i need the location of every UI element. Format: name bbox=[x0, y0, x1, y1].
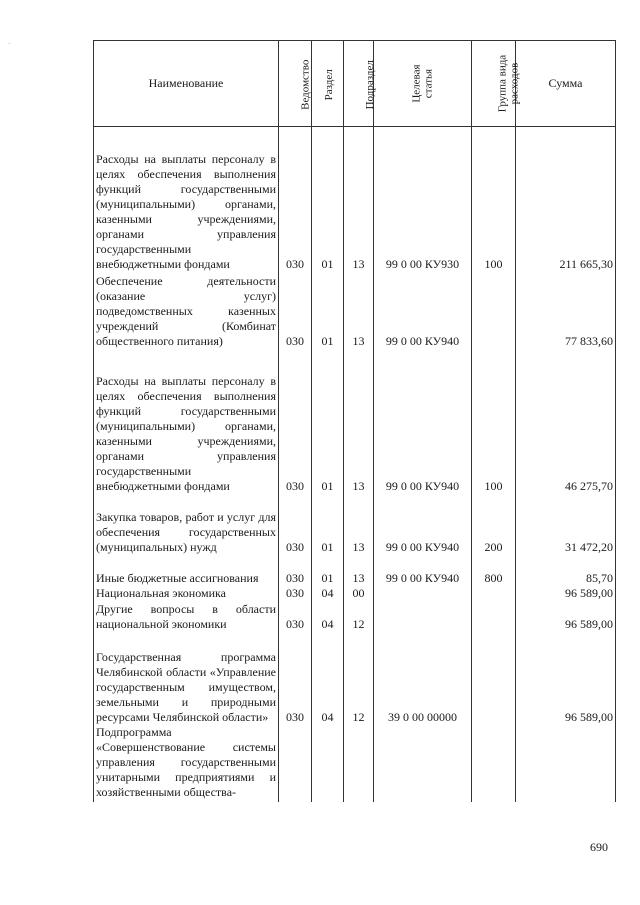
row-target-article: 99 0 00 КУ930 bbox=[374, 127, 472, 273]
row-section: 04 bbox=[312, 586, 344, 601]
table-row bbox=[94, 601, 616, 632]
row-section: 04 bbox=[312, 632, 344, 725]
row-name: Расходы на выплаты персоналу в целях обеспечения выполнения функций государственными (муниципальными) органами, казенными учреждениями, органами управления государственными внебюджетными фондами bbox=[94, 127, 279, 273]
row-name: Другие вопросы в области национальной экономики bbox=[94, 601, 279, 632]
row-sum: 85,70 bbox=[516, 555, 616, 586]
row-sum bbox=[516, 725, 616, 802]
row-target-article: 99 0 00 КУ940 bbox=[374, 349, 472, 494]
row-department: 030 bbox=[279, 632, 312, 725]
row-name: Обеспечение деятельности (оказание услуг) подведомственных казенных учреждений (Комбинат общественного питания) bbox=[94, 272, 279, 349]
row-name: Закупка товаров, работ и услуг для обеспечения государственных (муниципальных) нужд bbox=[94, 494, 279, 555]
row-subsection: 12 bbox=[344, 632, 374, 725]
header-target-article: Целевая статья bbox=[374, 41, 472, 127]
row-expense-group: 100 bbox=[472, 349, 516, 494]
row-department: 030 bbox=[279, 349, 312, 494]
row-department: 030 bbox=[279, 555, 312, 586]
table-row bbox=[94, 494, 616, 555]
row-department: 030 bbox=[279, 127, 312, 273]
row-department bbox=[279, 725, 312, 802]
row-subsection: 00 bbox=[344, 586, 374, 601]
row-name: Иные бюджетные ассигнования bbox=[94, 555, 279, 586]
table-row bbox=[94, 586, 616, 601]
row-section: 01 bbox=[312, 349, 344, 494]
header-section: Раздел bbox=[312, 41, 344, 127]
row-subsection: 13 bbox=[344, 349, 374, 494]
table-row bbox=[94, 349, 616, 494]
row-name: Подпрограмма «Совершенствование системы управления государственными унитарными предприятиями и хозяйственными общества- bbox=[94, 725, 279, 802]
table-row bbox=[94, 725, 616, 802]
row-section: 01 bbox=[312, 494, 344, 555]
table-row bbox=[94, 272, 616, 349]
row-subsection: 13 bbox=[344, 555, 374, 586]
table-header-row bbox=[94, 41, 616, 127]
row-subsection: 13 bbox=[344, 127, 374, 273]
row-sum: 96 589,00 bbox=[516, 632, 616, 725]
row-subsection: 13 bbox=[344, 494, 374, 555]
row-target-article: 99 0 00 КУ940 bbox=[374, 494, 472, 555]
header-department: Ведомство bbox=[279, 41, 312, 127]
row-name: Расходы на выплаты персоналу в целях обеспечения выполнения функций государственными (муниципальными) органами, казенными учреждениями, органами управления государственными внебюджетными фондами bbox=[94, 349, 279, 494]
page-number: 690 bbox=[590, 840, 608, 854]
row-name: Государственная программа Челябинской области «Управление государственным имуществом, земельными и природными ресурсами Челябинской области» bbox=[94, 632, 279, 725]
row-sum: 46 275,70 bbox=[516, 349, 616, 494]
row-section: 04 bbox=[312, 601, 344, 632]
row-department: 030 bbox=[279, 586, 312, 601]
row-expense-group bbox=[472, 272, 516, 349]
row-department: 030 bbox=[279, 494, 312, 555]
table-row bbox=[94, 555, 616, 586]
row-subsection: 12 bbox=[344, 601, 374, 632]
row-expense-group bbox=[472, 632, 516, 725]
row-section: 01 bbox=[312, 272, 344, 349]
header-sum: Сумма bbox=[516, 41, 616, 127]
row-target-article bbox=[374, 586, 472, 601]
row-sum: 96 589,00 bbox=[516, 601, 616, 632]
row-expense-group bbox=[472, 601, 516, 632]
header-expense-group: Группа вида расходов bbox=[472, 41, 516, 127]
row-section bbox=[312, 725, 344, 802]
row-expense-group: 100 bbox=[472, 127, 516, 273]
row-target-article: 99 0 00 КУ940 bbox=[374, 272, 472, 349]
row-target-article: 39 0 00 00000 bbox=[374, 632, 472, 725]
table-row bbox=[94, 632, 616, 725]
row-subsection: 13 bbox=[344, 272, 374, 349]
scan-mark: · bbox=[8, 40, 11, 48]
row-department: 030 bbox=[279, 272, 312, 349]
row-name: Национальная экономика bbox=[94, 586, 279, 601]
budget-table bbox=[93, 40, 616, 802]
row-section: 01 bbox=[312, 555, 344, 586]
row-target-article bbox=[374, 725, 472, 802]
row-target-article: 99 0 00 КУ940 bbox=[374, 555, 472, 586]
row-target-article bbox=[374, 601, 472, 632]
row-expense-group: 200 bbox=[472, 494, 516, 555]
header-subsection: Подраздел bbox=[344, 41, 374, 127]
row-sum: 77 833,60 bbox=[516, 272, 616, 349]
row-sum: 31 472,20 bbox=[516, 494, 616, 555]
row-sum: 211 665,30 bbox=[516, 127, 616, 273]
row-expense-group bbox=[472, 725, 516, 802]
header-name: Наименование bbox=[94, 41, 279, 127]
row-expense-group: 800 bbox=[472, 555, 516, 586]
row-department: 030 bbox=[279, 601, 312, 632]
row-subsection bbox=[344, 725, 374, 802]
row-expense-group bbox=[472, 586, 516, 601]
row-section: 01 bbox=[312, 127, 344, 273]
table-row bbox=[94, 127, 616, 273]
row-sum: 96 589,00 bbox=[516, 586, 616, 601]
